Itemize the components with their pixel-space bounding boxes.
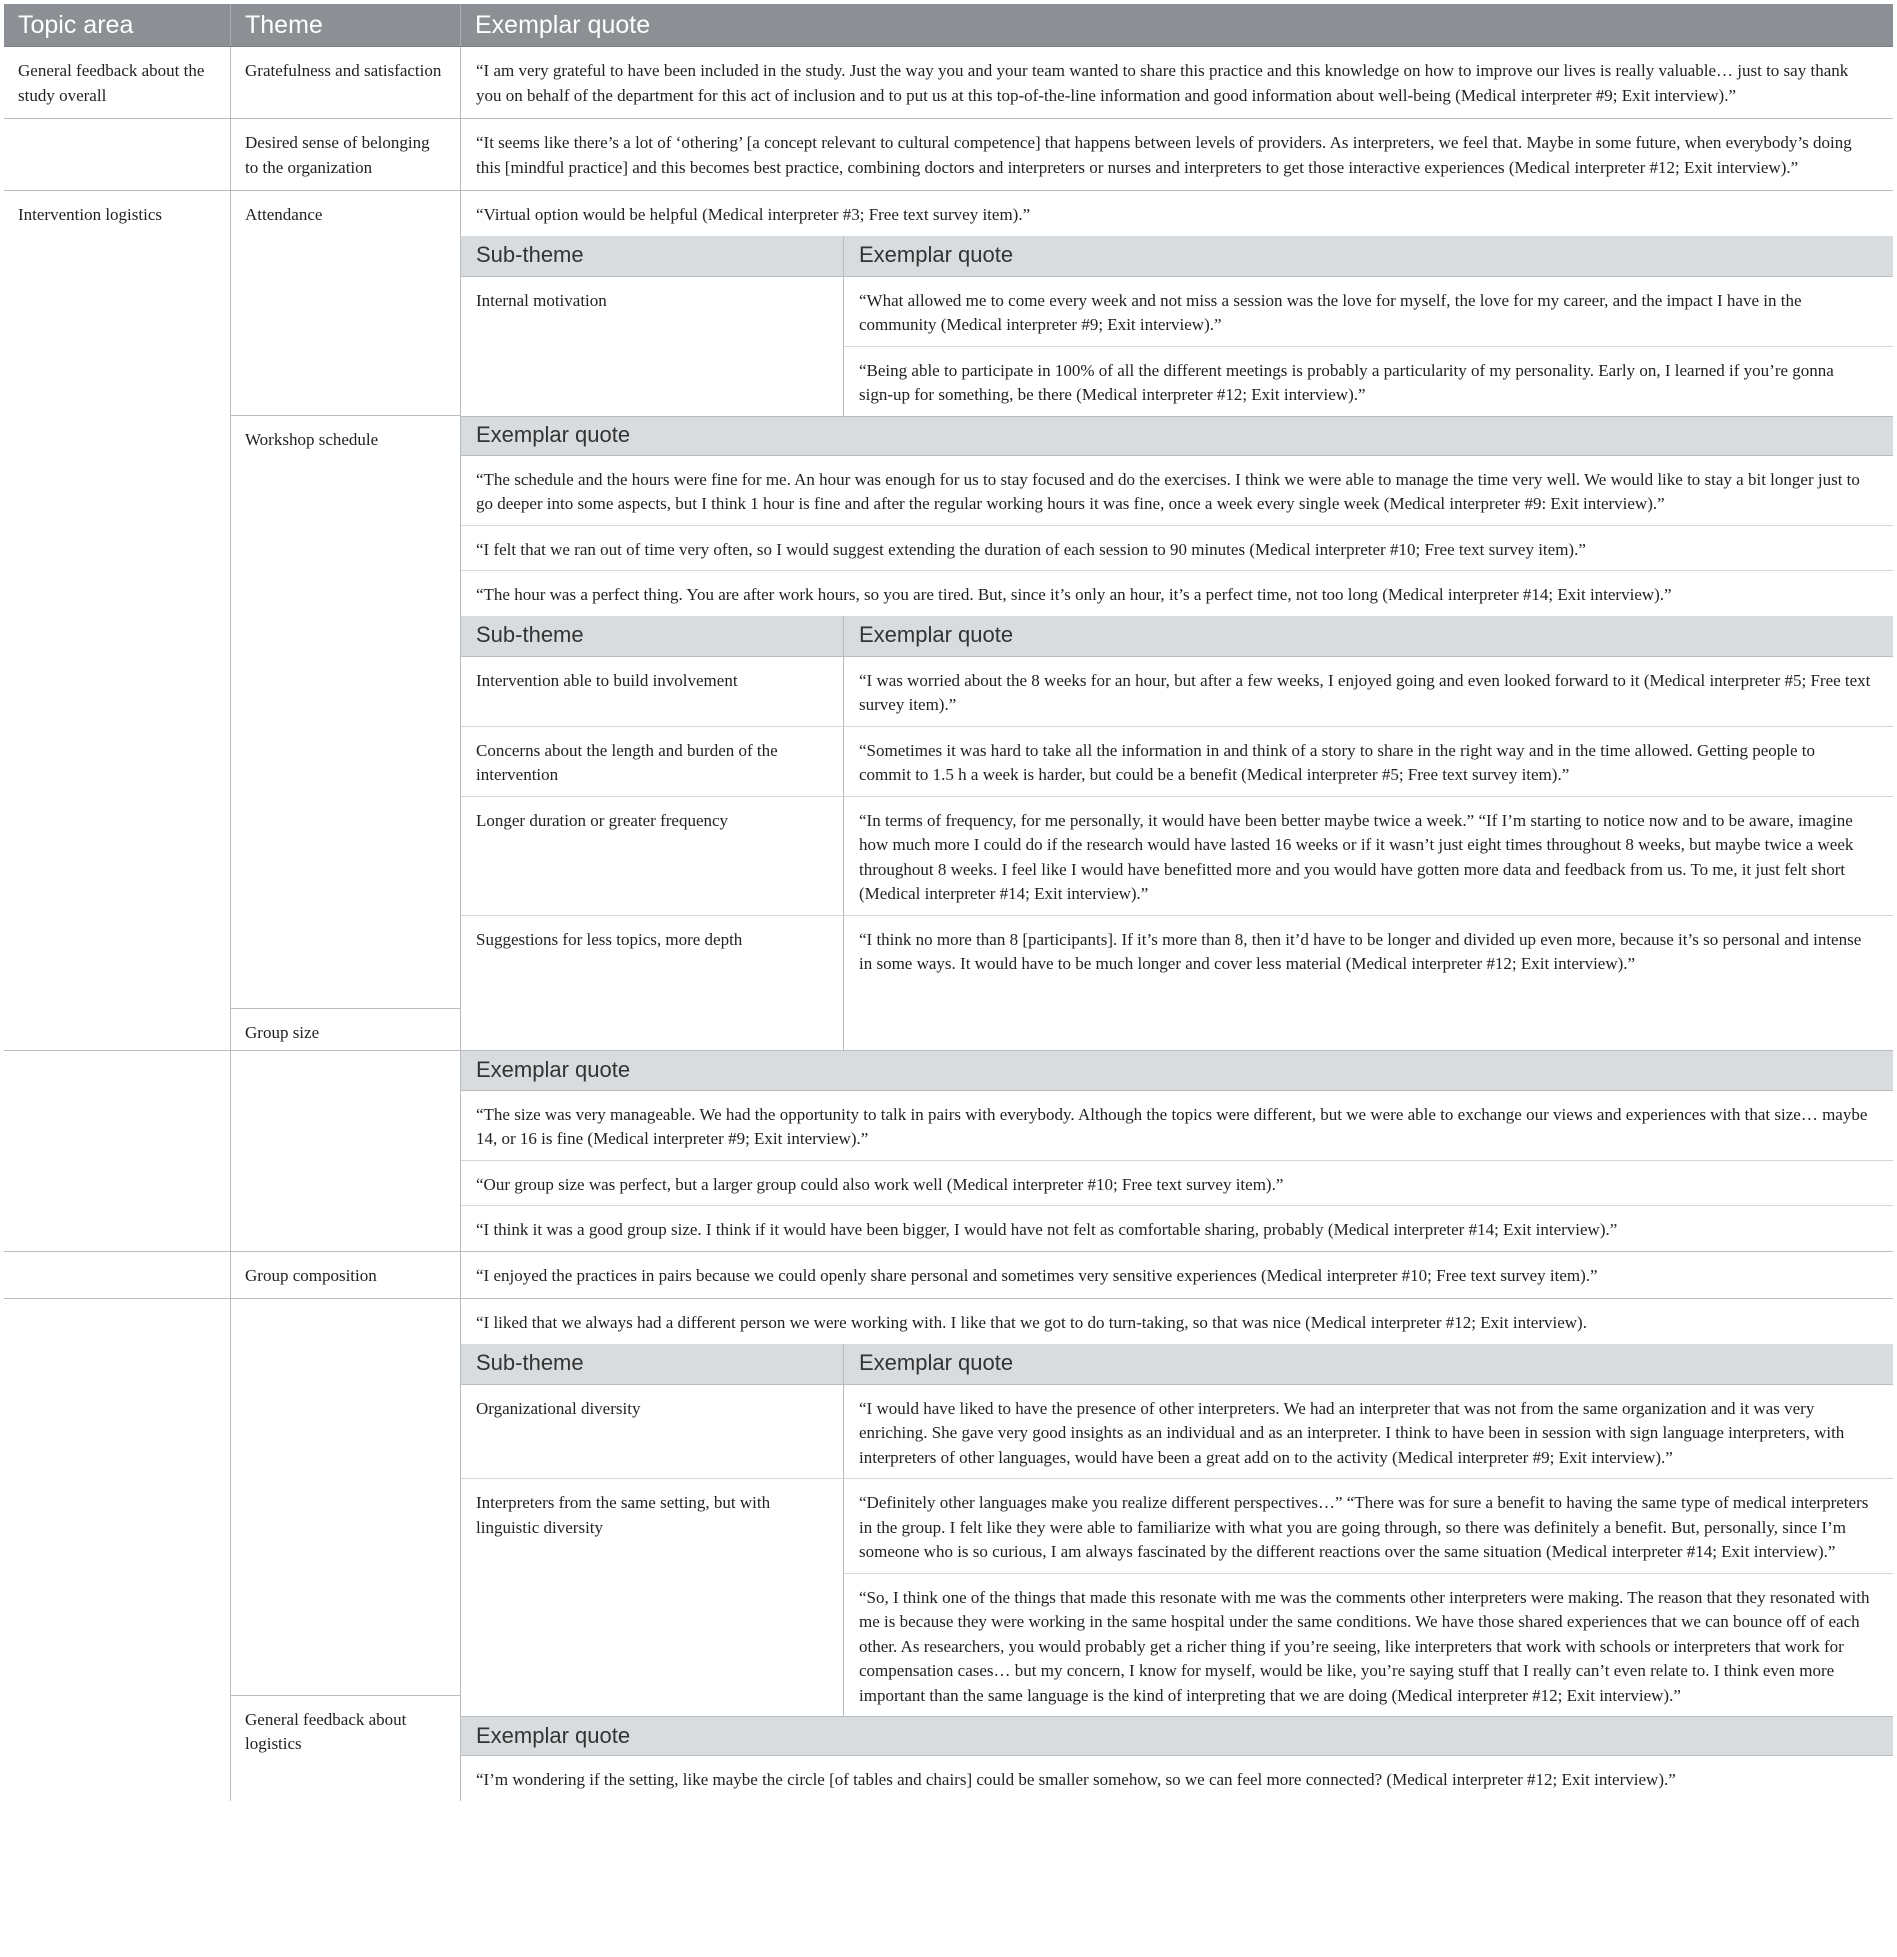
header-exemplar-quote: Exemplar quote <box>475 10 651 39</box>
exemplar-quote: “I think no more than 8 [participants]. If it’s more than 8, then it’d have to be longer and divided up even more, because it’s so personal and intense in some ways. It would have to be much longer and cover less material (Medical interpreter #12; Exit interview).” <box>859 929 1862 973</box>
sub-theme-name: Interpreters from the same setting, but with linguistic diversity <box>461 1479 844 1716</box>
theme-cell: Gratefulness and satisfaction <box>231 47 461 118</box>
table-row <box>4 47 1893 119</box>
sub-theme-name: Longer duration or greater frequency <box>461 797 844 915</box>
topic-cell <box>4 119 231 190</box>
sub-theme-header <box>461 616 1893 657</box>
topic-cell: General feedback about the study overall <box>4 47 231 118</box>
table-row <box>4 1252 1893 1300</box>
exemplar-quote-label: Exemplar quote <box>859 622 1014 648</box>
sub-theme-row <box>461 727 1893 797</box>
exemplar-quote-header: Exemplar quote <box>461 1051 1893 1091</box>
table-row <box>4 191 1893 1051</box>
exemplar-quote: “So, I think one of the things that made this resonate with me was the comments other interpreters were making. The reason that they resonated with me is because they were working in the same hospital under the same conditions. We have those shared experiences that we can bounce off of each other. As researchers, you would probably get a richer thing if you’re seeing, like interpreters that work with schools or interpreters that work for compensation cases… but my concern, I know for myself, would be like, you’re saying stuff that I really can’t even relate to. I think even more important than the same language is the kind of interpreting that we are doing (Medical interpreter #12; Exit interview).” <box>859 1587 1870 1705</box>
exemplar-quote: “The size was very manageable. We had the opportunity to talk in pairs with everybody. Although the topics were different, but we were able to exchange our views and experiences with that size… maybe 14, or 16 is fine (Medical interpreter #9; Exit interview).” <box>461 1091 1893 1161</box>
table-header <box>4 4 1893 47</box>
theme-cell: Workshop schedule <box>231 415 460 1008</box>
theme-column <box>231 191 461 1050</box>
topic-cell <box>4 1299 231 1801</box>
qualitative-feedback-table <box>4 4 1893 1801</box>
theme-cell: General feedback about logistics <box>231 1695 460 1801</box>
sub-theme-row <box>461 1479 1893 1716</box>
quote-cell <box>461 1299 1893 1801</box>
exemplar-quote: “What allowed me to come every week and not miss a session was the love for myself, the love for my career, and the impact I have in the community (Medical interpreter #9; Exit interview).” <box>844 277 1893 347</box>
sub-theme-name: Organizational diversity <box>461 1385 844 1479</box>
theme-cell: Desired sense of belonging to the organization <box>231 119 461 190</box>
header-topic-area: Topic area <box>4 4 231 46</box>
sub-theme-quotes <box>844 277 1893 416</box>
theme-cell: Group size <box>231 1008 460 1050</box>
sub-theme-label: Sub-theme <box>461 1344 844 1384</box>
exemplar-quote: “I would have liked to have the presence of other interpreters. We had an interpreter that was not from the same organization and it was very enriching. She gave very good insights as an individual and as an interpreter. I think to have been in session with sign language interpreters, with interpreters of other languages, would have been a great add on to the activity (Medical interpreter #9; Exit interview).” <box>859 1398 1845 1467</box>
quote-cell <box>461 47 1893 118</box>
sub-theme-label: Sub-theme <box>461 236 844 276</box>
topic-cell <box>4 1252 231 1299</box>
exemplar-quote: “Being able to participate in 100% of all the different meetings is probably a particularity of my personality. Early on, I learned if you’re gonna sign-up for something, be there (Medical interpreter #12; Exit interview).” <box>859 360 1834 404</box>
sub-theme-name: Intervention able to build involvement <box>461 657 844 726</box>
exemplar-quote: “Our group size was perfect, but a larger group could also work well (Medical interpreter #10; Free text survey item).” <box>461 1161 1893 1207</box>
exemplar-quote: “In terms of frequency, for me personally, it would have been better maybe twice a week.” “If I’m starting to notice now and to be aware, imagine how much more I could do if the research would have lasted 16 weeks or if it wasn’t just eight times throughout 8 weeks, but maybe twice a week throughout 8 weeks. I feel like I would have benefitted more and you would have gotten more data and feedback from us. To me, it just felt short (Medical interpreter #14; Exit interview).” <box>859 810 1854 903</box>
exemplar-quote: “The schedule and the hours were fine for me. An hour was enough for us to stay focused and do the exercises. I think we were able to manage the time very well. We would like to stay a bit longer just to go deeper into some aspects, but I think 1 hour is fine and after the regular working hours it was fine, once a week every single week (Medical interpreter #9: Exit interview).” <box>461 456 1893 526</box>
exemplar-quote-label: Exemplar quote <box>859 242 1014 268</box>
exemplar-quote-header: Exemplar quote <box>461 1716 1893 1756</box>
sub-theme-header <box>461 1344 1893 1385</box>
exemplar-quote: “I think it was a good group size. I think if it would have been bigger, I would have not felt as comfortable sharing, probably (Medical interpreter #14; Exit interview).” <box>476 1220 1618 1239</box>
quote-cell <box>461 119 1893 190</box>
table-row <box>4 1299 1893 1801</box>
exemplar-quote: “I felt that we ran out of time very often, so I would suggest extending the duration of each session to 90 minutes (Medical interpreter #10; Free text survey item).” <box>461 526 1893 572</box>
exemplar-quote: “Sometimes it was hard to take all the information in and think of a story to share in the right way and in the time allowed. Getting people to commit to 1.5 h a week is harder, but could be a benefit (Medical interpreter #5; Free text survey item).” <box>859 740 1816 784</box>
theme-cell <box>231 1051 461 1251</box>
sub-theme-name: Concerns about the length and burden of the intervention <box>461 727 844 796</box>
sub-theme-name: Suggestions for less topics, more depth <box>461 916 844 1050</box>
quote-cell <box>461 1252 1893 1299</box>
exemplar-quote-header: Exemplar quote <box>461 416 1893 456</box>
sub-theme-row <box>461 277 1893 416</box>
exemplar-quote: “Virtual option would be helpful (Medical interpreter #3; Free text survey item).” <box>476 205 1031 224</box>
quote-cell <box>461 1051 1893 1251</box>
sub-theme-name: Internal motivation <box>461 277 844 416</box>
sub-theme-row <box>461 657 1893 727</box>
exemplar-quote: “I liked that we always had a different person we were working with. I like that we got to do turn-taking, so that was nice (Medical interpreter #12; Exit interview). <box>476 1313 1587 1332</box>
theme-column <box>231 1299 461 1801</box>
sub-theme-row <box>461 916 1893 1050</box>
table-row <box>4 1051 1893 1252</box>
exemplar-quote: “I was worried about the 8 weeks for an hour, but after a few weeks, I enjoyed going and even looked forward to it (Medical interpreter #5; Free text survey item).” <box>859 670 1871 714</box>
sub-theme-row <box>461 797 1893 916</box>
sub-theme-header <box>461 236 1893 277</box>
exemplar-quote: “The hour was a perfect thing. You are after work hours, so you are tired. But, since it’s only an hour, it’s a perfect time, not too long (Medical interpreter #14; Exit interview).” <box>476 585 1672 604</box>
header-theme: Theme <box>231 4 461 46</box>
theme-cell <box>231 1299 460 1695</box>
theme-cell: Attendance <box>245 205 323 224</box>
exemplar-quote: “I am very grateful to have been included in the study. Just the way you and your team wanted to share this practice and this knowledge on how to improve our lives is really valuable… just to say thank you on behalf of the department for this act of inclusion and to put us at this top-of-the-line information and good information about well-being (Medical interpreter #9; Exit interview).” <box>476 61 1849 105</box>
exemplar-quote: “I enjoyed the practices in pairs because we could openly share personal and sometimes very sensitive experiences (Medical interpreter #10; Free text survey item).” <box>476 1265 1598 1285</box>
sub-theme-row <box>461 1385 1893 1480</box>
exemplar-quote: “I’m wondering if the setting, like maybe the circle [of tables and chairs] could be smaller somehow, so we can feel more connected? (Medical interpreter #12; Exit interview).” <box>476 1770 1676 1789</box>
topic-cell <box>4 1051 231 1251</box>
exemplar-quote: “It seems like there’s a lot of ‘othering’ [a concept relevant to cultural competence] that happens between levels of providers. As interpreters, we feel that. Maybe in some future, when everybody’s doing this [mindful practice] and this becomes best practice, combining doctors and interpreters or nurses and interpreters to get those interactive experiences (Medical interpreter #12; Exit interview).” <box>476 133 1852 177</box>
quote-cell <box>461 191 1893 1050</box>
table-row <box>4 119 1893 191</box>
topic-cell: Intervention logistics <box>4 191 231 1050</box>
sub-theme-label: Sub-theme <box>461 616 844 656</box>
theme-cell: Group composition <box>231 1252 461 1299</box>
exemplar-quote: “Definitely other languages make you realize different perspectives…” “There was for sure a benefit to having the same type of medical interpreters in the group. I felt like they were able to familiarize with what you are going through, so there was definitely a benefit. But, personally, since I’m someone who is so curious, I am always fascinated by the different reactions over the same situation (Medical interpreter #14; Exit interview).” <box>844 1479 1893 1574</box>
exemplar-quote-label: Exemplar quote <box>859 1350 1014 1376</box>
